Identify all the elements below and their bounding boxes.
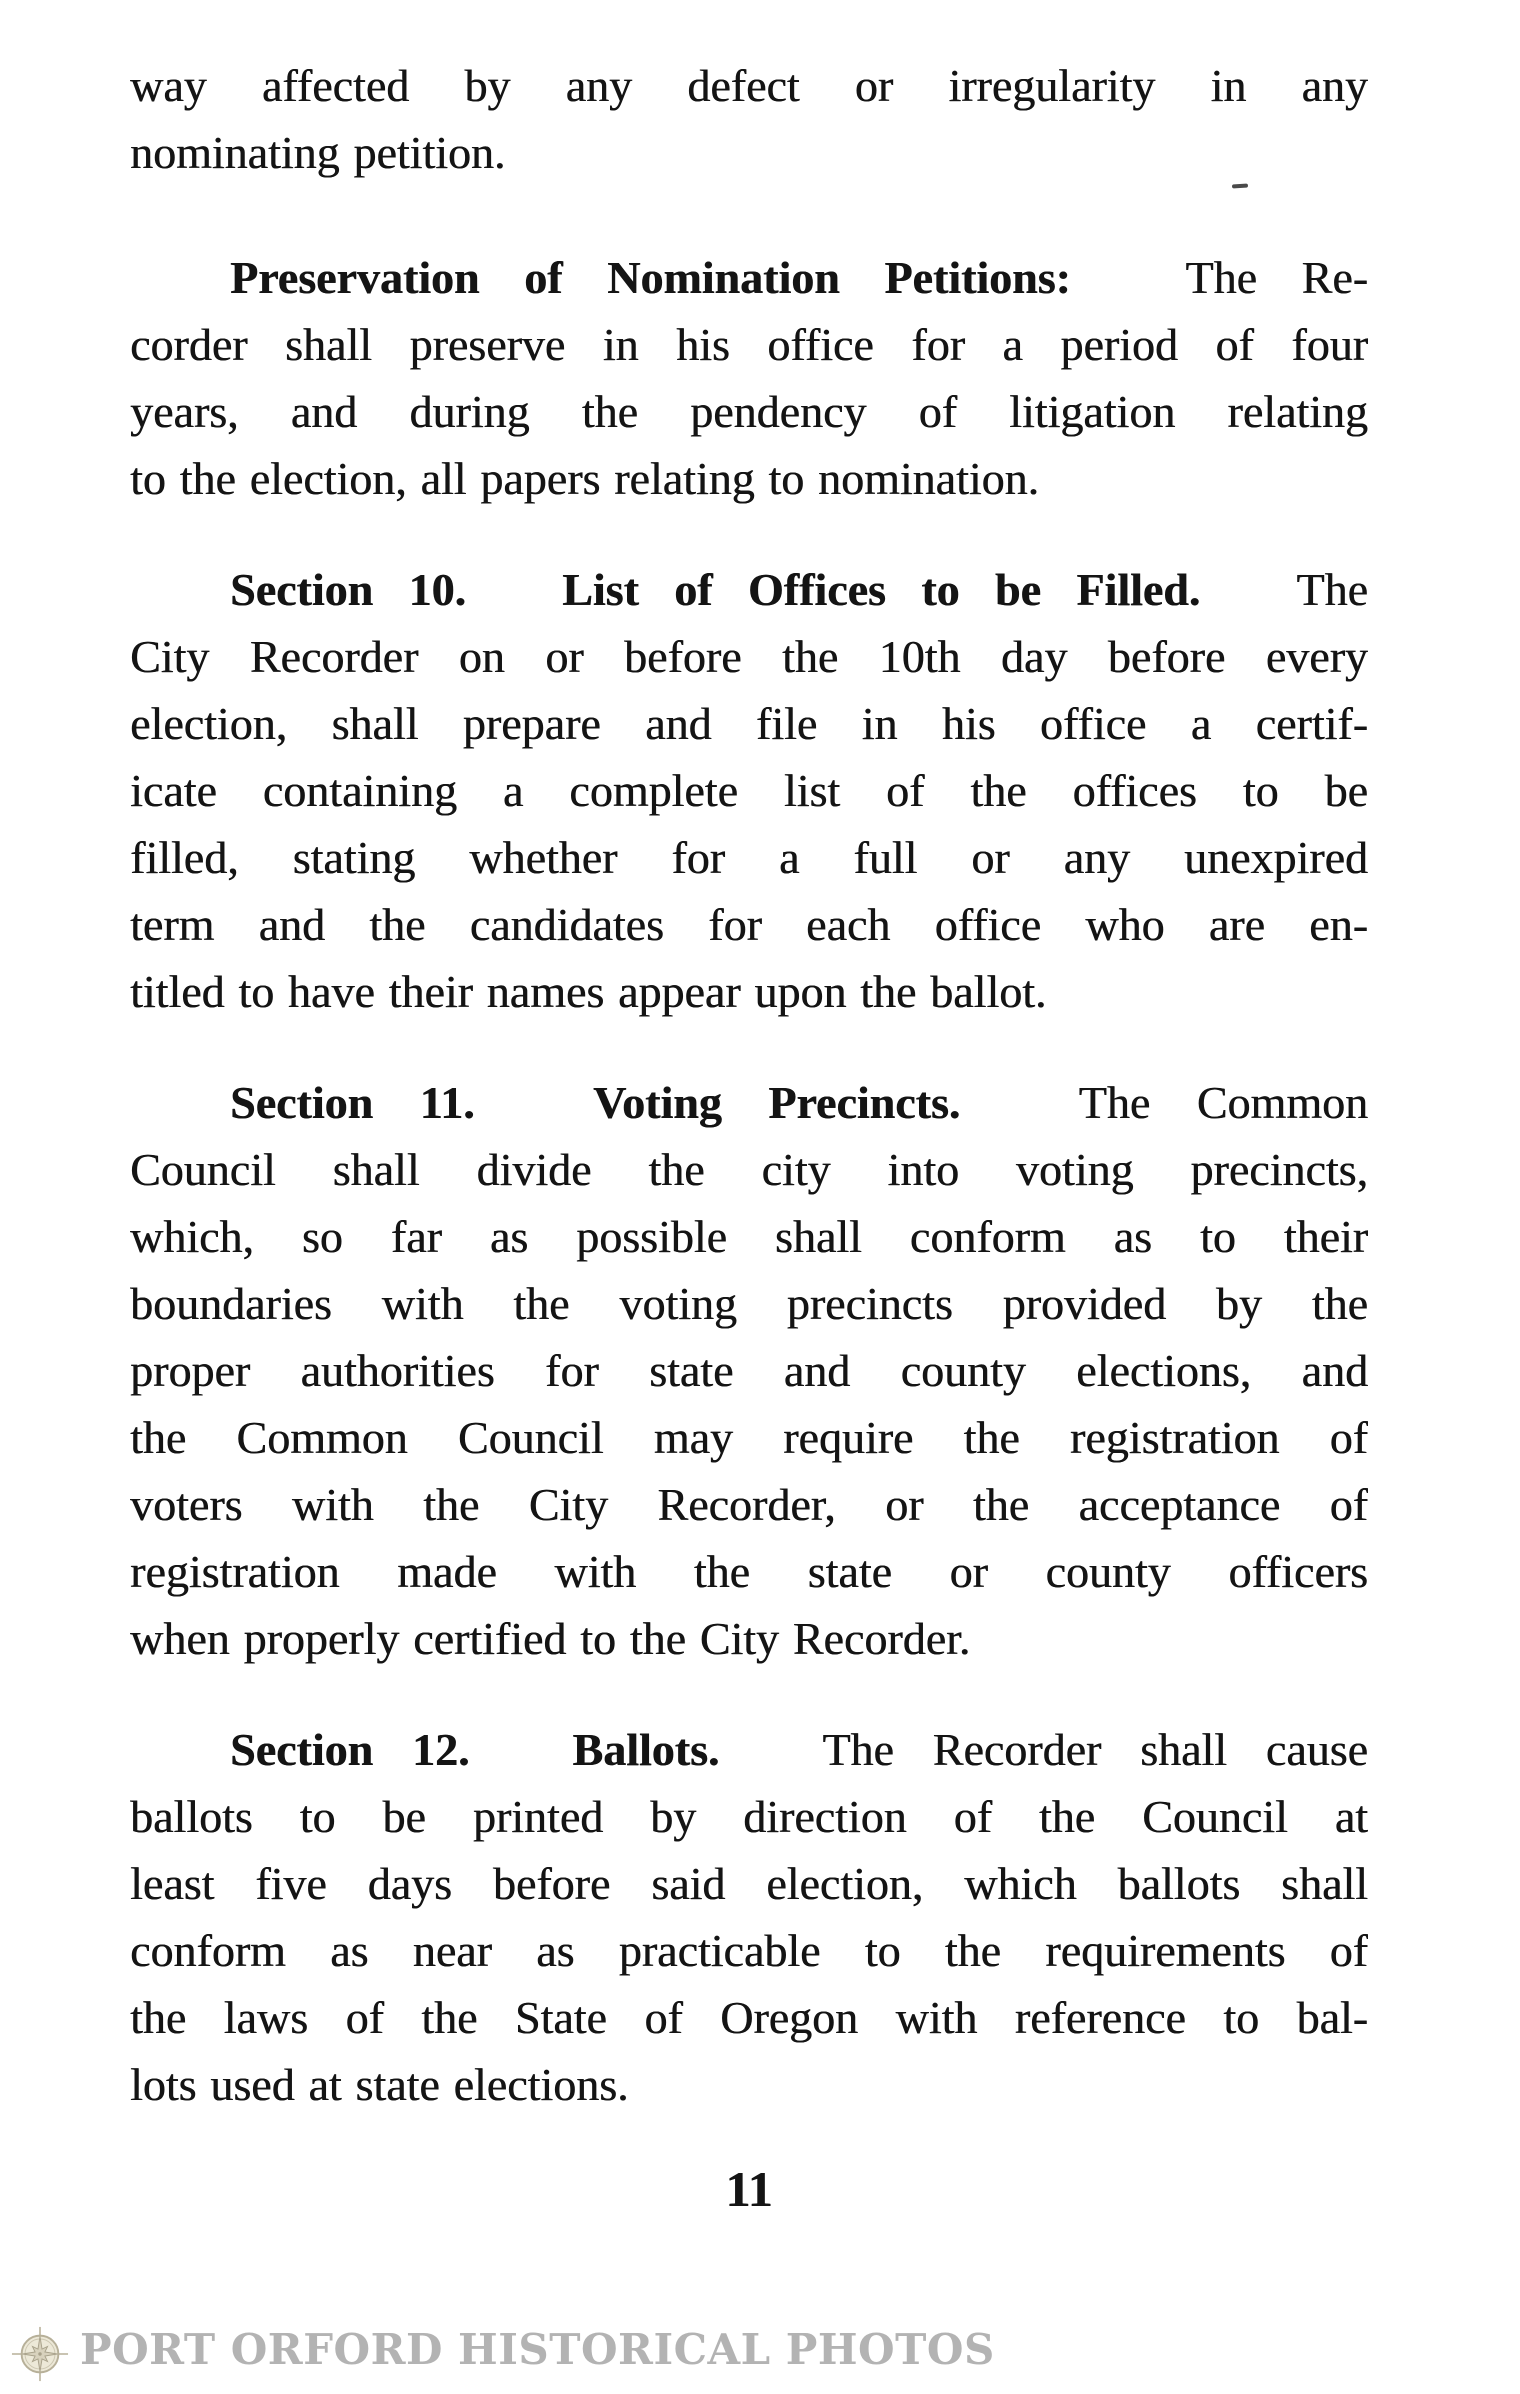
text-line: Section 11. Voting Precincts. The Common [230, 1077, 1368, 1128]
text-line: titled to have their names appear upon the ballot. [130, 966, 1047, 1017]
compass-rose-icon [11, 2325, 69, 2383]
text-line: Preservation of Nomination Petitions: The Re- [230, 252, 1368, 303]
text-line: the laws of the State of Oregon with reference to bal- [130, 1992, 1368, 2043]
text-line: election, shall prepare and file in his office a certif- [130, 698, 1368, 749]
text-line: term and the candidates for each office who are en- [130, 899, 1368, 950]
segment-gap [1115, 292, 1140, 293]
text-line: Section 10. List of Offices to be Filled. The [230, 564, 1368, 615]
paragraph [130, 1716, 1368, 2118]
text-line: lots used at state elections. [130, 2059, 629, 2110]
watermark-text: PORT ORFORD HISTORICAL PHOTOS [80, 2325, 995, 2374]
segment-gap [501, 604, 526, 605]
document-body [130, 52, 1368, 2118]
text-line: least five days before said election, which ballots shall [130, 1858, 1368, 1909]
segment-gap [1007, 1117, 1032, 1118]
paragraph [130, 556, 1368, 1025]
text-line: registration made with the state or county officers [130, 1546, 1368, 1597]
text-line: which, so far as possible shall conform as to their [130, 1211, 1368, 1262]
text-line: voters with the City Recorder, or the acceptance of [130, 1479, 1368, 1530]
text-line: way affected by any defect or irregularity in any [130, 60, 1368, 111]
paragraph [130, 52, 1368, 186]
text-line: conform as near as practicable to the requirements of [130, 1925, 1368, 1976]
text-line: proper authorities for state and county elections, and [130, 1345, 1368, 1396]
text-line: nominating petition. [130, 127, 506, 178]
segment-gap [758, 1764, 783, 1765]
text-line: City Recorder on or before the 10th day before every [130, 631, 1368, 682]
text-line: the Common Council may require the registration of [130, 1412, 1368, 1463]
segment-gap [508, 1764, 533, 1765]
segment-gap [521, 1117, 546, 1118]
segment-gap [1236, 604, 1261, 605]
text-line: when properly certified to the City Recorder. [130, 1613, 971, 1664]
text-line: icate containing a complete list of the offices to be [130, 765, 1368, 816]
paragraph [130, 1069, 1368, 1672]
paragraph [130, 244, 1368, 512]
text-line: boundaries with the voting precincts provided by the [130, 1278, 1368, 1329]
text-line: filled, stating whether for a full or any unexpired [130, 832, 1368, 883]
text-line: Council shall divide the city into voting precincts, [130, 1144, 1368, 1195]
text-line: corder shall preserve in his office for a period of four [130, 319, 1368, 370]
text-line: to the election, all papers relating to nomination. [130, 453, 1040, 504]
text-line: Section 12. Ballots. The Recorder shall cause [230, 1724, 1368, 1775]
text-line: years, and during the pendency of litigation relating [130, 386, 1368, 437]
page-number: 11 [725, 2161, 773, 2217]
watermark [0, 2300, 1520, 2394]
text-line: ballots to be printed by direction of the Council at [130, 1791, 1368, 1842]
